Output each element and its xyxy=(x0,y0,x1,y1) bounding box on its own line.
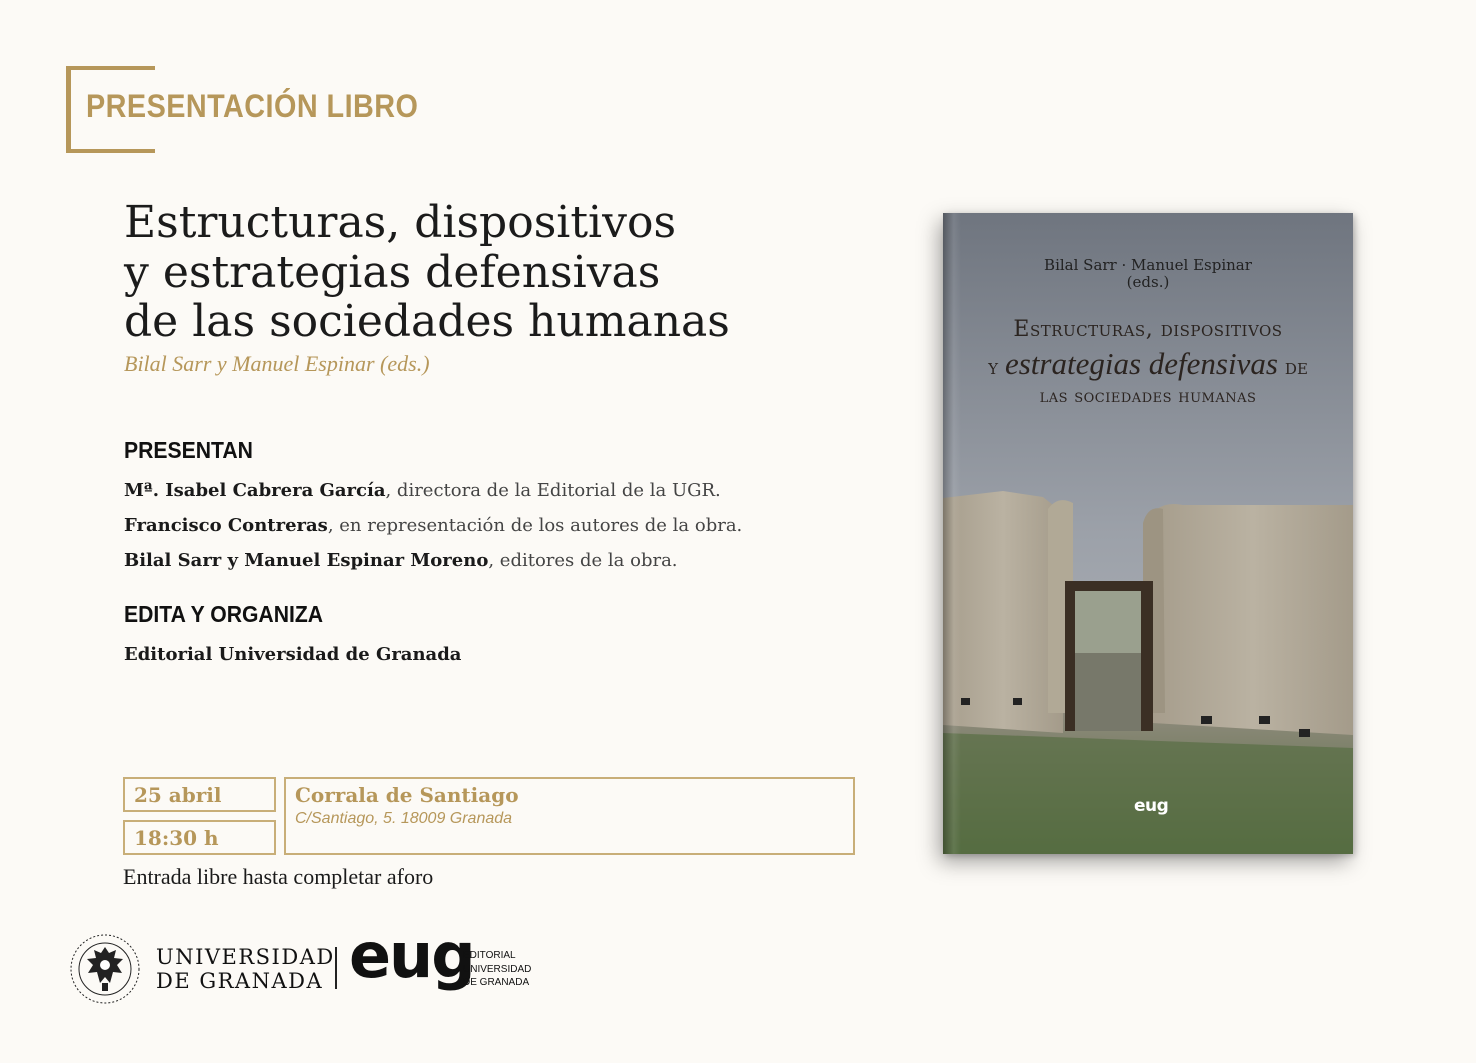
presenter-role: , editores de la obra. xyxy=(488,550,678,571)
cover-title-line xyxy=(943,346,1353,382)
cover-title-line: Estructuras, dispositivos xyxy=(1013,317,1283,342)
presenter-role: , directora de la Editorial de la UGR. xyxy=(385,480,721,501)
logo-divider xyxy=(335,947,337,989)
presenter-name: Bilal Sarr y Manuel Espinar Moreno xyxy=(124,550,489,571)
presentan-heading: PRESENTAN xyxy=(124,437,253,463)
event-date-box xyxy=(123,777,276,812)
event-time: 18:30 h xyxy=(134,826,219,850)
book-title-line: y estrategias defensivas xyxy=(124,246,661,298)
book-title-line: de las sociedades humanas xyxy=(124,296,730,348)
cover-title-line: las sociedades humanas xyxy=(1039,386,1257,407)
eug-subtitle-line: UNIVERSIDAD xyxy=(463,963,532,975)
eug-logo: eug xyxy=(349,919,474,992)
book-cover xyxy=(943,213,1353,854)
cover-publisher-logo: eug xyxy=(1134,796,1169,816)
event-venue-box xyxy=(284,777,855,855)
organizer-name: Editorial Universidad de Granada xyxy=(124,644,462,665)
event-date: 25 abril xyxy=(134,783,222,807)
book-title-line: Estructuras, dispositivos xyxy=(124,197,677,248)
cover-authors xyxy=(943,257,1353,290)
ugr-logo-line: DE GRANADA xyxy=(156,969,324,994)
entry-note: Entrada libre hasta completar aforo xyxy=(123,864,434,889)
organiza-heading: EDITA Y ORGANIZA xyxy=(124,601,324,627)
presenter-item xyxy=(124,550,678,571)
event-time-box xyxy=(123,820,276,855)
eug-subtitle-line: EDITORIAL xyxy=(463,950,516,961)
university-seal-icon xyxy=(68,933,142,1005)
eug-subtitle-line: DE GRANADA xyxy=(463,977,530,988)
presenter-role: , en representación de los autores de la obra. xyxy=(327,515,743,536)
eug-logo-subtitle xyxy=(463,949,531,990)
presenter-item xyxy=(124,480,721,501)
cover-title xyxy=(943,317,1353,407)
section-tag: PRESENTACIÓN LIBRO xyxy=(86,88,419,124)
presenter-item xyxy=(124,515,742,536)
book-editors: Bilal Sarr y Manuel Espinar (eds.) xyxy=(124,351,430,376)
venue-name: Corrala de Santiago xyxy=(295,783,519,807)
ugr-logo-line: UNIVERSIDAD xyxy=(156,945,335,969)
cover-title-italic: estrategias defensivas xyxy=(1004,346,1278,381)
cover-photo xyxy=(943,213,1353,854)
presenter-name: Francisco Contreras xyxy=(124,515,328,536)
cover-title-fragment: y xyxy=(988,355,1005,380)
cover-authors-note: (eds.) xyxy=(1126,272,1170,291)
venue-address: C/Santiago, 5. 18009 Granada xyxy=(295,810,513,827)
presenter-name: Mª. Isabel Cabrera García xyxy=(124,480,386,501)
cover-authors-names: Bilal Sarr · Manuel Espinar xyxy=(1044,256,1252,274)
cover-title-fragment: de xyxy=(1277,355,1308,380)
cover-spine xyxy=(943,213,961,854)
book-title xyxy=(124,198,730,347)
ugr-logo-text xyxy=(156,945,335,993)
